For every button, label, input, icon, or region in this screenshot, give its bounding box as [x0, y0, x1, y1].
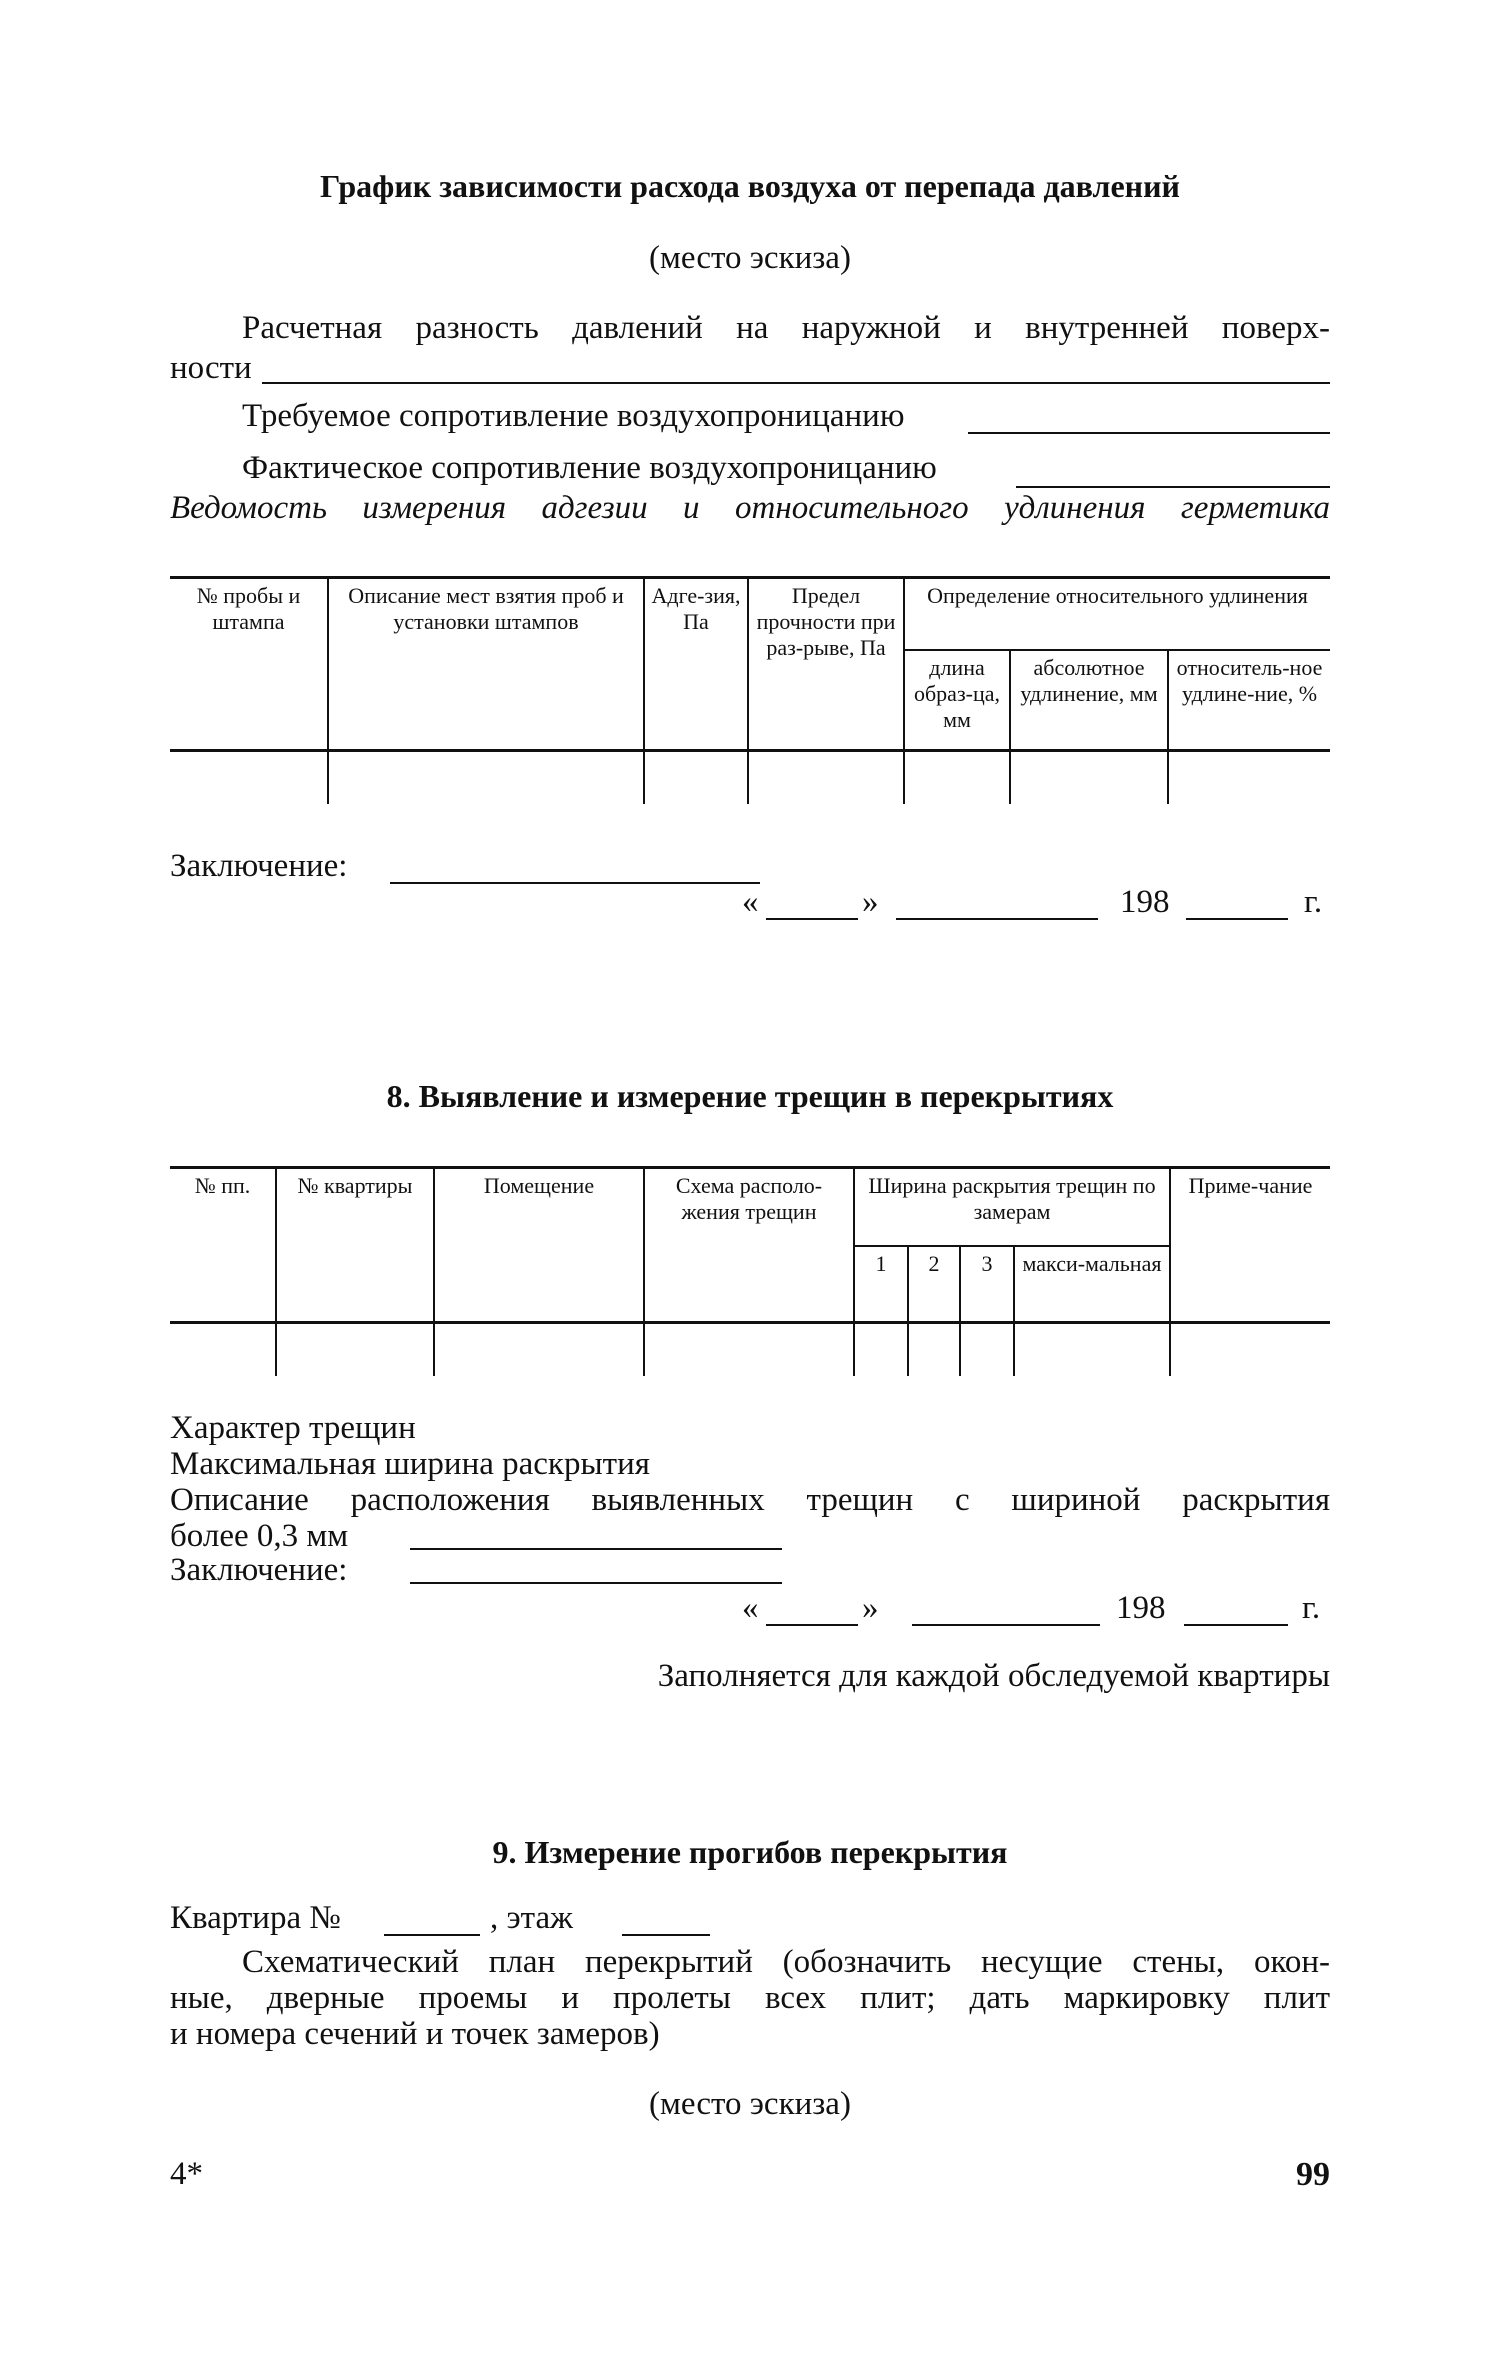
cell[interactable]	[170, 751, 328, 805]
conclusion-field[interactable]	[410, 1582, 782, 1584]
col-absolute: абсолютное удлинение, мм	[1010, 650, 1168, 751]
required-resistance-label: Требуемое сопротивление воздухопроницанию	[242, 398, 905, 434]
date-close-quote: »	[862, 884, 879, 920]
year-suffix: г.	[1302, 1590, 1321, 1626]
cell[interactable]	[960, 1323, 1014, 1377]
conclusion-label: Заключение:	[170, 848, 348, 884]
cell[interactable]	[328, 751, 644, 805]
date-month-field[interactable]	[912, 1624, 1100, 1626]
cell[interactable]	[644, 1323, 854, 1377]
table-row	[170, 751, 1330, 805]
page-number: 99	[1296, 2156, 1330, 2193]
description-text: Описание расположения выявленных трещин с шириной раскрытия	[170, 1482, 1330, 1518]
apartment-number-field[interactable]	[384, 1934, 480, 1936]
date-year-field[interactable]	[1186, 918, 1288, 920]
adhesion-table	[170, 576, 1330, 804]
conclusion-label: Заключение:	[170, 1552, 348, 1588]
col-probe: № пробы и штампа	[170, 578, 328, 751]
col-adhesion: Адге-зия, Па	[644, 578, 748, 751]
col-apartment: № квартиры	[276, 1168, 434, 1323]
date-open-quote: «	[742, 884, 759, 920]
sketch-placeholder: (место эскиза)	[649, 240, 851, 276]
date-day-field[interactable]	[766, 1624, 858, 1626]
conclusion-field[interactable]	[390, 882, 760, 884]
floor-label: , этаж	[490, 1900, 573, 1936]
col-num: № пп.	[170, 1168, 276, 1323]
cell[interactable]	[644, 751, 748, 805]
date-close-quote: »	[862, 1590, 879, 1626]
section9-title: 9. Измерение прогибов перекрытия	[492, 1834, 1008, 1870]
cell[interactable]	[276, 1323, 434, 1377]
cell[interactable]	[170, 1323, 276, 1377]
apartment-label: Квартира №	[170, 1900, 341, 1936]
col-relative: относитель-ное удлине-ние, %	[1168, 650, 1330, 751]
col-measure-2: 2	[908, 1246, 960, 1323]
cell[interactable]	[1010, 751, 1168, 805]
cell[interactable]	[434, 1323, 644, 1377]
year-suffix: г.	[1304, 884, 1323, 920]
calc-difference-text-cont: ности	[170, 350, 252, 386]
col-note: Приме-чание	[1170, 1168, 1330, 1323]
col-measure-3: 3	[960, 1246, 1014, 1323]
calc-difference-text: Расчетная разность давлений на наружной и внутренней поверх-	[242, 310, 1330, 346]
cell[interactable]	[854, 1323, 908, 1377]
crack-character-label: Характер трещин	[170, 1410, 416, 1446]
year-prefix: 198	[1120, 884, 1170, 920]
date-open-quote: «	[742, 1590, 759, 1626]
cell[interactable]	[908, 1323, 960, 1377]
required-resistance-field[interactable]	[968, 432, 1330, 434]
cell[interactable]	[748, 751, 904, 805]
cell[interactable]	[1168, 751, 1330, 805]
col-strength: Предел прочности при раз-рыве, Па	[748, 578, 904, 751]
actual-resistance-label: Фактическое сопротивление воздухопроницанию	[242, 450, 937, 486]
cell[interactable]	[904, 751, 1010, 805]
col-elongation-group: Определение относительного удлинения	[904, 578, 1330, 651]
floor-field[interactable]	[622, 1934, 710, 1936]
max-width-label: Максимальная ширина раскрытия	[170, 1446, 650, 1482]
plan-instructions-end: и номера сечений и точек замеров)	[170, 2016, 660, 2052]
col-width-group: Ширина раскрытия трещин по замерам	[854, 1168, 1170, 1247]
col-length: длина образ-ца, мм	[904, 650, 1010, 751]
cracks-table	[170, 1166, 1330, 1376]
chart-title: График зависимости расхода воздуха от перепада давлений	[320, 168, 1180, 204]
adhesion-title: Ведомость измерения адгезии и относительного удлинения герметика	[170, 490, 1330, 526]
cell[interactable]	[1170, 1323, 1330, 1377]
col-measure-1: 1	[854, 1246, 908, 1323]
actual-resistance-field[interactable]	[1016, 486, 1330, 488]
section8-title: 8. Выявление и измерение трещин в перекрытиях	[386, 1078, 1114, 1114]
date-day-field[interactable]	[766, 918, 858, 920]
description-field[interactable]	[410, 1548, 782, 1550]
year-prefix: 198	[1116, 1590, 1166, 1626]
plan-instructions-cont: ные, дверные проемы и пролеты всех плит; дать маркировку плит	[170, 1980, 1330, 2016]
table-row	[170, 1323, 1330, 1377]
col-max: макси-мальная	[1014, 1246, 1170, 1323]
calc-difference-field[interactable]	[262, 382, 1330, 384]
col-description: Описание мест взятия проб и установки штампов	[328, 578, 644, 751]
plan-instructions: Схематический план перекрытий (обозначить несущие стены, окон-	[242, 1944, 1330, 1980]
sketch-placeholder: (место эскиза)	[649, 2086, 851, 2122]
description-text-cont: более 0,3 мм	[170, 1518, 349, 1554]
cell[interactable]	[1014, 1323, 1170, 1377]
fill-note: Заполняется для каждой обследуемой квартиры	[657, 1658, 1330, 1694]
signature-mark: 4*	[170, 2156, 203, 2192]
col-scheme: Схема располо-жения трещин	[644, 1168, 854, 1323]
date-year-field[interactable]	[1184, 1624, 1288, 1626]
col-room: Помещение	[434, 1168, 644, 1323]
date-month-field[interactable]	[896, 918, 1098, 920]
